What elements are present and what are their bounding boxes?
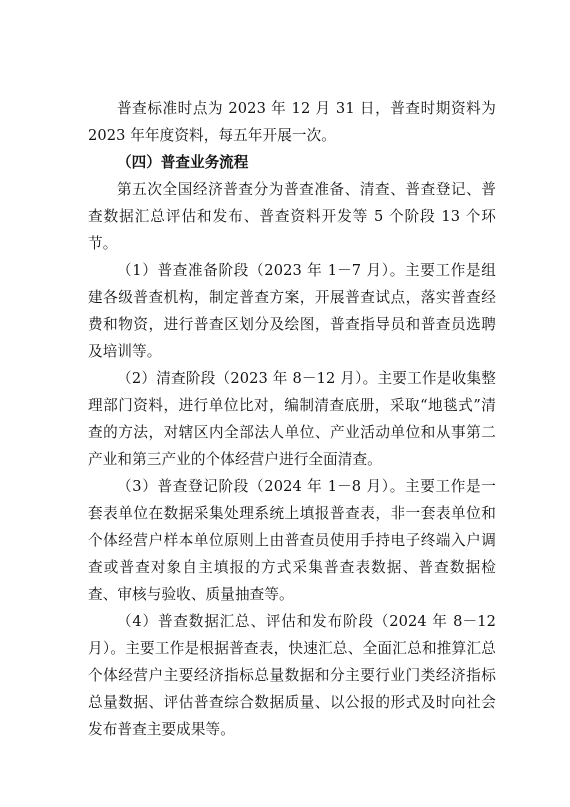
paragraph-stage-inventory: （2）清查阶段（2023 年 8－12 月）。主要工作是收集整理部门资料，进行单位比对，编制清查底册，采取“地毯式”清查的方法，对辖区内全部法人单位、产业活动单位和从事第二产业和第三产业的个体经营户进行全面清查。: [88, 370, 496, 468]
paragraph-stages-overview: 第五次全国经济普查分为普查准备、清查、普查登记、普查数据汇总评估和发布、普查资料开发等 5 个阶段 13 个环节。: [88, 181, 496, 252]
document-page: [88, 95, 496, 743]
paragraph-stage-summary-release: （4）普查数据汇总、评估和发布阶段（2024 年 8－12 月）。主要工作是根据普查表，快速汇总、全面汇总和推算汇总个体经营户主要经济指标总量数据和分主要行业门类经济指标总量数据、评估普查综合数据质量、以公报的形式及时向社会发布普查主要成果等。: [88, 613, 496, 738]
paragraph-stage-registration: （3）普查登记阶段（2024 年 1－8 月）。主要工作是一套表单位在数据采集处理系统上填报普查表，非一套表单位和个体经营户样本单位原则上由普查员使用手持电子终端入户调查或普查对象自主填报的方式采集普查表数据、普查数据检查、审核与验收、质量抽查等。: [88, 478, 496, 603]
paragraph-stage-preparation: （1）普查准备阶段（2023 年 1－7 月）。主要工作是组建各级普查机构，制定普查方案，开展普查试点，落实普查经费和物资，进行普查区划分及绘图，普查指导员和普查员选聘及培训等。: [88, 262, 496, 360]
paragraph-census-time: 普查标准时点为 2023 年 12 月 31 日，普查时期资料为 2023 年年度资料，每五年开展一次。: [88, 100, 496, 144]
section-heading-workflow: （四）普查业务流程: [117, 154, 249, 171]
